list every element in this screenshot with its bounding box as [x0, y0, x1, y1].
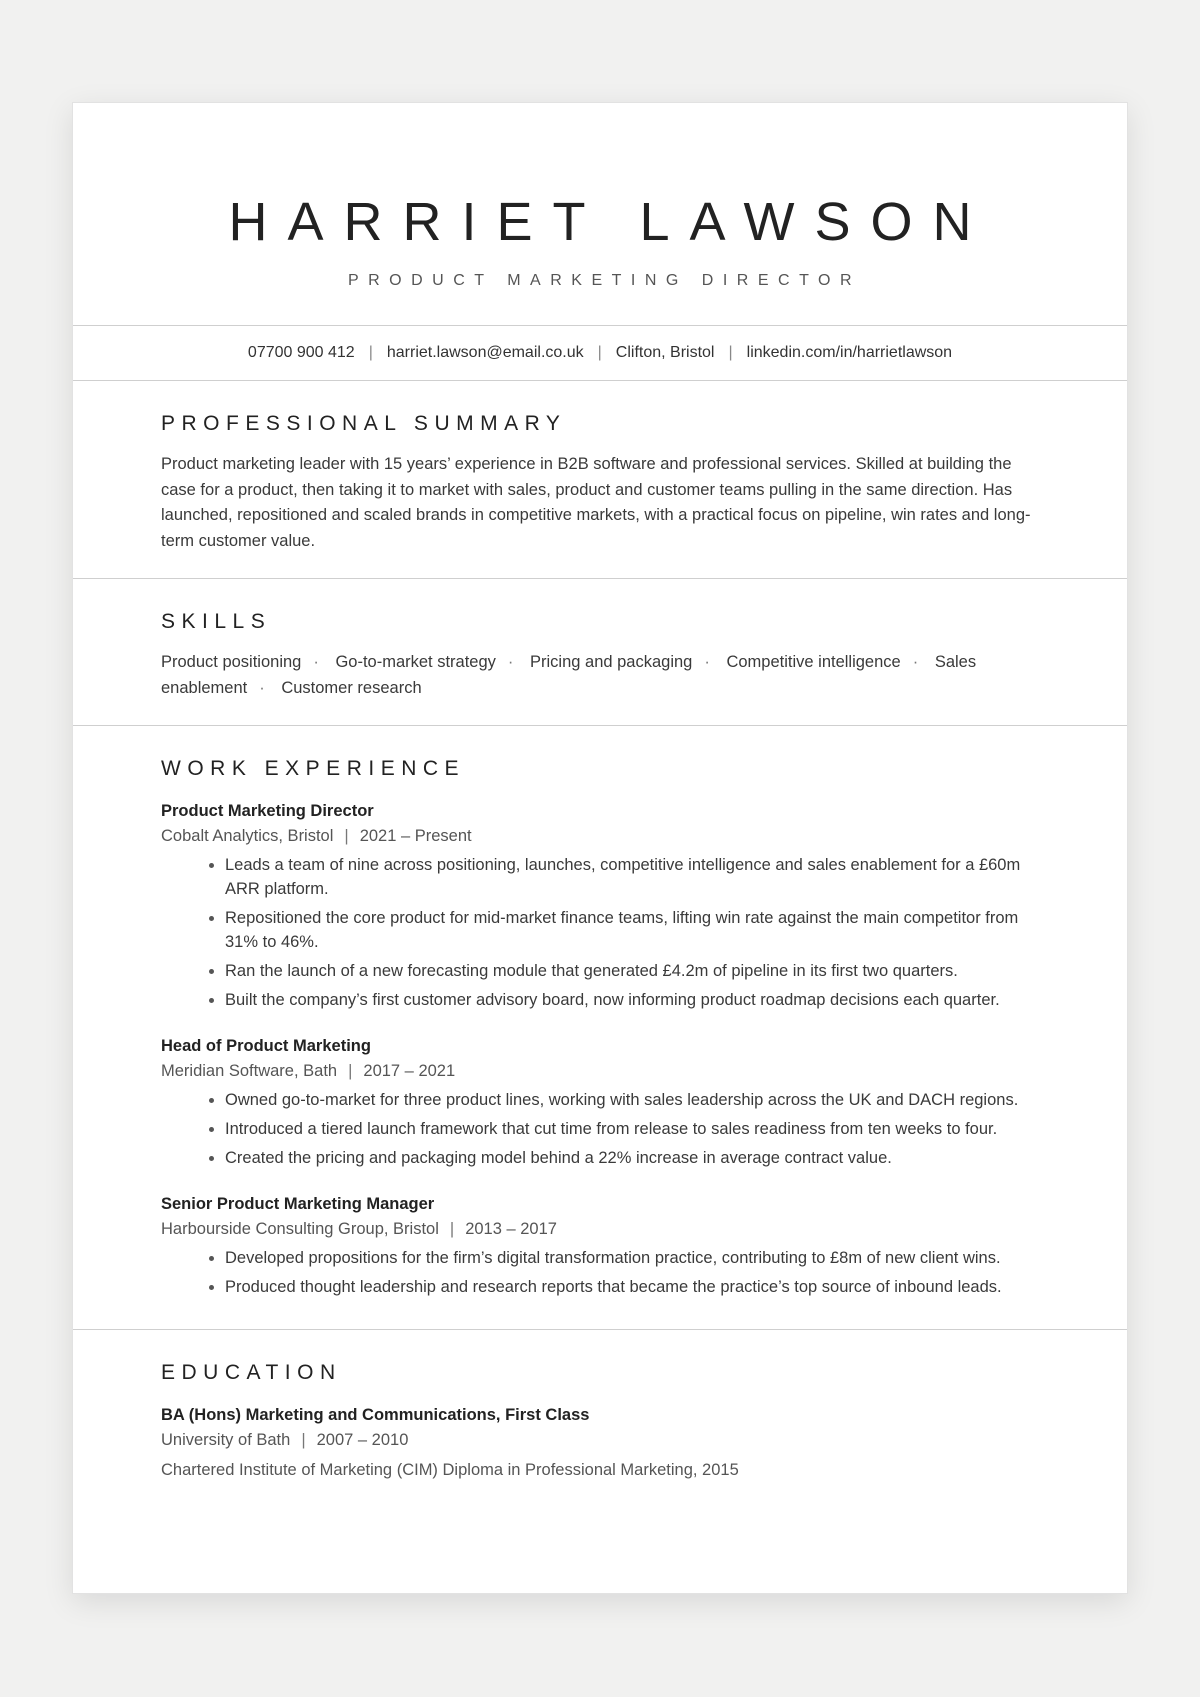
contact-location: Clifton, Bristol	[615, 344, 715, 361]
job-title: Head of Product Marketing	[161, 1037, 371, 1055]
skill-item: Competitive intelligence	[726, 653, 901, 671]
section-title-skills: SKILLS	[161, 610, 272, 633]
education-dates: 2007 – 2010	[316, 1431, 409, 1449]
resume-header	[73, 103, 1127, 325]
skills-section	[73, 579, 1127, 726]
job-bullet: • Created the pricing and packaging model behind a 22% increase in average contract value.	[225, 1146, 1039, 1170]
degree-title: BA (Hons) Marketing and Communications, First Class	[161, 1406, 590, 1424]
skills-list	[161, 650, 1039, 701]
meta-separator: |	[344, 827, 349, 845]
contact-separator: |	[597, 344, 602, 361]
summary-text: Product marketing leader with 15 years’ experience in B2B software and professional services. Skilled at building the case for a product, then taking it to market with sales, product and customer teams pulling in the same direction. Has launched, repositioned and scaled brands in competitive markets, with a practical focus on pipeline, win rates and long-term customer value.	[161, 455, 1031, 550]
summary-section	[73, 381, 1127, 579]
contact-bar	[73, 325, 1127, 381]
section-title-education: EDUCATION	[161, 1361, 342, 1384]
education-meta	[161, 1428, 1039, 1453]
section-title-work: WORK EXPERIENCE	[161, 757, 466, 780]
job-meta	[161, 1217, 1039, 1242]
contact-linkedin: linkedin.com/in/harrietlawson	[746, 344, 953, 361]
contact-separator: |	[368, 344, 373, 361]
job-dates: 2017 – 2021	[363, 1062, 456, 1080]
skill-separator: ·	[507, 653, 514, 671]
contact-email: harriet.lawson@email.co.uk	[386, 344, 584, 361]
skill-separator: ·	[912, 653, 919, 671]
job-bullet: • Ran the launch of a new forecasting module that generated £4.2m of pipeline in its first two quarters.	[225, 959, 1039, 983]
skill-item: Product positioning	[161, 653, 302, 671]
job-bullet: • Built the company’s first customer advisory board, now informing product roadmap decisions each quarter.	[225, 988, 1039, 1012]
job-meta	[161, 1059, 1039, 1084]
work-section	[73, 726, 1127, 1330]
job-company: Harbourside Consulting Group, Bristol	[161, 1220, 439, 1238]
skill-item: Sales enablement	[161, 653, 977, 697]
job-list	[161, 799, 1039, 1299]
job-entry	[161, 1034, 1039, 1170]
skill-separator: ·	[259, 678, 265, 697]
school-name: University of Bath	[161, 1431, 291, 1449]
skill-item: Go-to-market strategy	[335, 653, 496, 671]
skill-item: Pricing and packaging	[530, 653, 693, 671]
section-title-summary: PROFESSIONAL SUMMARY	[161, 412, 567, 435]
skill-item: Customer research	[281, 678, 422, 697]
job-title: Product Marketing Director	[161, 802, 374, 820]
education-entry	[161, 1403, 1039, 1483]
certification-note: Chartered Institute of Marketing (CIM) Diploma in Professional Marketing, 2015	[161, 1461, 739, 1479]
job-bullet: • Produced thought leadership and research reports that became the practice’s top source of inbound leads.	[225, 1275, 1039, 1299]
skill-separator: ·	[704, 653, 710, 671]
job-bullet: • Owned go-to-market for three product lines, working with sales leadership across the UK and DACH regions.	[225, 1088, 1039, 1112]
candidate-name: HARRIET LAWSON	[228, 192, 992, 252]
skill-separator: ·	[313, 653, 319, 671]
job-bullet: • Leads a team of nine across positioning, launches, competitive intelligence and sales enablement for a £60m ARR platform.	[225, 853, 1039, 901]
job-bullet: • Repositioned the core product for mid-market finance teams, lifting win rate against the main competitor from 31% to 46%.	[225, 906, 1039, 954]
meta-separator: |	[348, 1062, 353, 1080]
education-section	[73, 1330, 1127, 1483]
resume-page	[72, 102, 1128, 1594]
job-bullet: • Developed propositions for the firm’s digital transformation practice, contributing to £8m of new client wins.	[225, 1246, 1039, 1270]
meta-separator: |	[301, 1431, 306, 1449]
contact-separator: |	[728, 344, 733, 361]
job-title: Senior Product Marketing Manager	[161, 1195, 435, 1213]
candidate-role: PRODUCT MARKETING DIRECTOR	[347, 272, 862, 289]
contact-phone: 07700 900 412	[247, 344, 355, 361]
job-entry	[161, 799, 1039, 1012]
job-meta	[161, 824, 1039, 849]
job-bullet: • Introduced a tiered launch framework that cut time from release to sales readiness from ten weeks to four.	[225, 1117, 1039, 1141]
job-company: Meridian Software, Bath	[161, 1062, 338, 1080]
meta-separator: |	[449, 1220, 455, 1238]
job-company: Cobalt Analytics, Bristol	[161, 827, 334, 845]
job-dates: 2021 – Present	[359, 827, 472, 845]
job-bullets	[161, 853, 1039, 1012]
job-entry	[161, 1192, 1039, 1299]
job-dates: 2013 – 2017	[465, 1220, 557, 1238]
job-bullets	[161, 1246, 1039, 1299]
job-bullets	[161, 1088, 1039, 1170]
